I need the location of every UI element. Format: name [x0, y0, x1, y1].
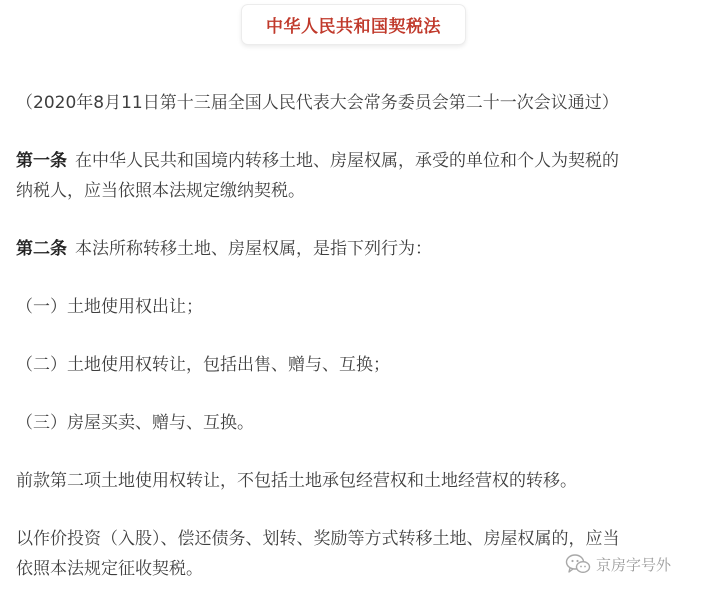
- list-item-1: [16, 292, 700, 322]
- preamble: [16, 88, 700, 118]
- preamble-text: （2020年8月11日第十三届全国人民代表大会常务委员会第二十一次会议通过）: [16, 93, 619, 113]
- note-1-text: 前款第二项土地使用权转让，不包括土地承包经营权和土地经营权的转移。: [16, 471, 577, 491]
- article-2-line-1: [16, 234, 700, 264]
- article-2-text: 本法所称转移土地、房屋权属，是指下列行为：: [75, 239, 432, 259]
- article-1: [16, 146, 700, 206]
- title-box: [241, 4, 466, 45]
- list-item-2: [16, 350, 700, 380]
- article-2-number: 第二条: [16, 239, 67, 259]
- note-2-line-1: 以作价投资（入股）、偿还债务、划转、奖励等方式转移土地、房屋权属的，应当: [16, 529, 620, 549]
- article-1-number: 第一条: [16, 151, 67, 171]
- article-1-line-2: 纳税人，应当依照本法规定缴纳契税。: [16, 181, 305, 201]
- list-item-text: （二）土地使用权转让，包括出售、赠与、互换；: [16, 355, 390, 375]
- wechat-icon: [565, 553, 591, 575]
- page-title: 中华人民共和国契税法: [266, 17, 441, 37]
- article-2: [16, 234, 700, 264]
- watermark-text: 京房字号外: [596, 555, 672, 574]
- article-1-line-1: [16, 146, 700, 176]
- list-item-text: （三）房屋买卖、赠与、互换。: [16, 413, 254, 433]
- watermark: [565, 551, 671, 577]
- list-item-3: [16, 408, 700, 438]
- note-1: [16, 466, 700, 496]
- note-2-line-2: 依照本法规定征收契税。: [16, 559, 203, 579]
- list-item-text: （一）土地使用权出让；: [16, 297, 203, 317]
- article-1-text: 在中华人民共和国境内转移土地、房屋权属，承受的单位和个人为契税的: [75, 151, 619, 171]
